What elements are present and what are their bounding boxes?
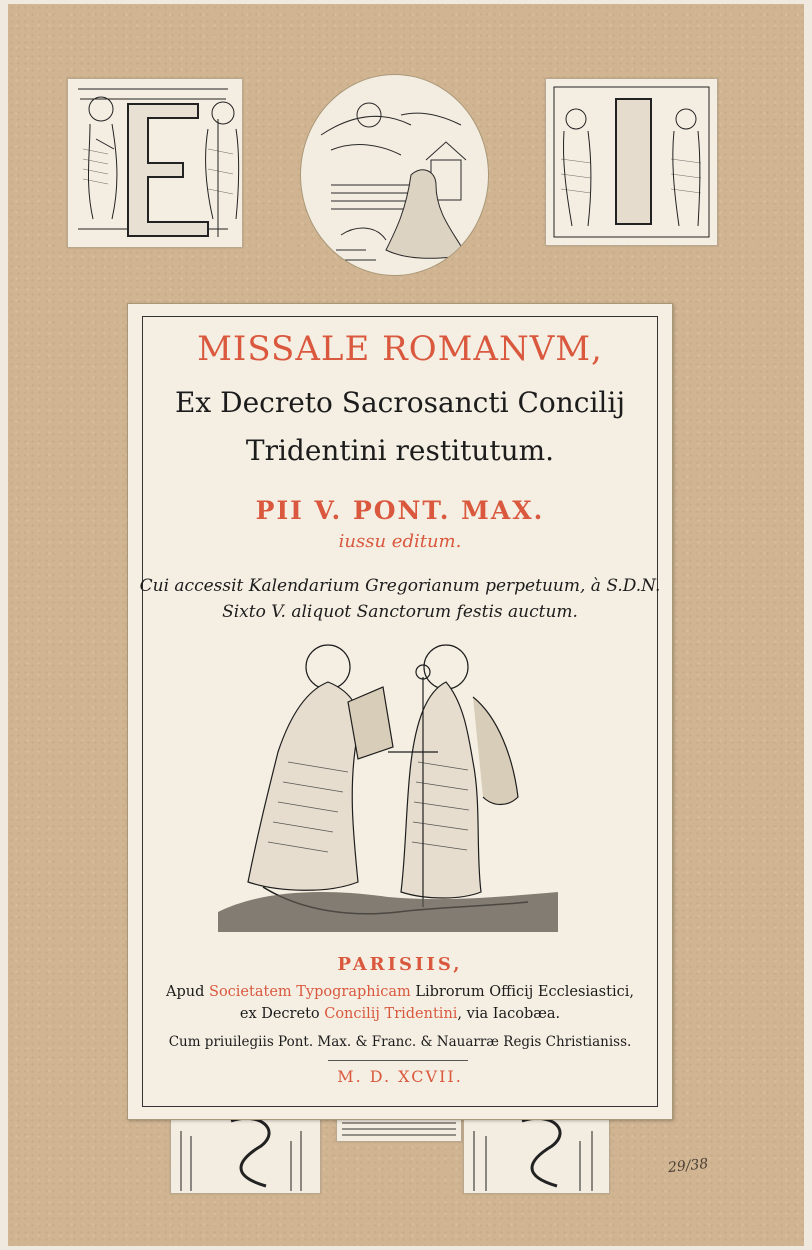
decree-pre: ex Decreto — [239, 1006, 320, 1022]
handwritten-note: 29/38 — [667, 1155, 710, 1177]
imprint-line — [128, 984, 672, 1000]
pope-line: PII V. PONT. MAX. — [255, 496, 545, 525]
saints-woodcut — [218, 642, 558, 944]
title-page — [127, 303, 673, 1120]
initial-i-woodcut — [545, 78, 718, 246]
addition-line-2: Sixto V. aliquot Sanctorum festis auctum. — [222, 602, 578, 622]
missal-title: MISSALE ROMANVM, — [197, 329, 603, 369]
addition-line-1: Cui accessit Kalendarium Gregorianum perpetuum, à S.D.N. — [139, 576, 661, 596]
initial-e-woodcut — [67, 78, 243, 248]
subtitle-line-1: Ex Decreto Sacrosancti Concilij — [174, 386, 626, 419]
oval-woodcut — [300, 74, 489, 276]
city-line: PARISIIS, — [337, 954, 463, 975]
year-line: M. D. XCVII. — [337, 1067, 463, 1086]
imprint-rest: Librorum Officij Ecclesiastici, — [415, 984, 634, 1000]
iussu-line: iussu editum. — [338, 531, 462, 552]
year-rule — [328, 1060, 468, 1061]
subtitle-line-2: Tridentini restitutum. — [245, 434, 555, 467]
privilege-line: Cum priuilegiis Pont. Max. & Franc. & Nauarræ Regis Christianiss. — [168, 1034, 632, 1050]
decree-post: , via Iacobæa. — [457, 1006, 561, 1022]
decree-line — [128, 1006, 672, 1022]
imprint-society: Societatem Typographicam — [209, 984, 411, 1000]
decree-council: Concilij Tridentini — [324, 1006, 458, 1022]
imprint-apud: Apud — [166, 984, 205, 1000]
